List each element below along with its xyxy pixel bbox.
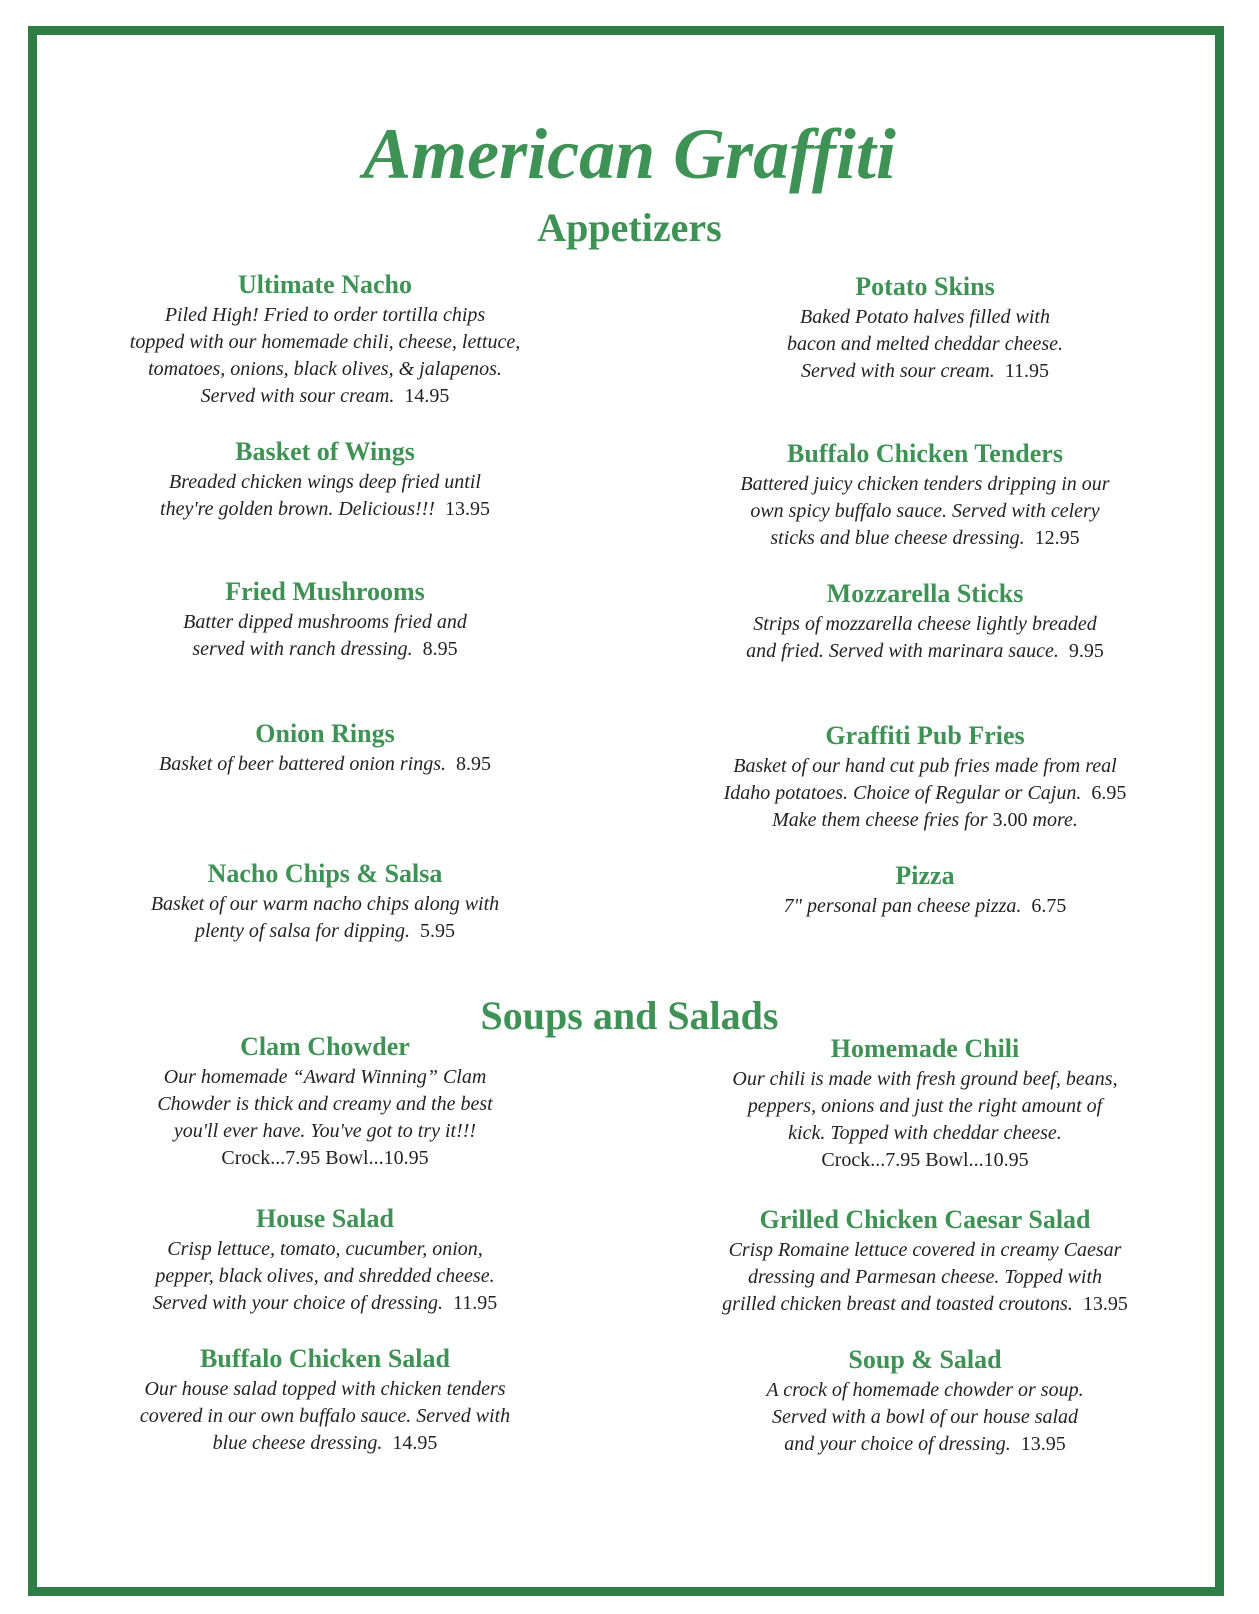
- menu-item-pizza: [690, 861, 1160, 920]
- item-description: Our homemade “Award Winning” Clam Chowder is thick and creamy and the best you'll ever have. You've got to try it!!!: [157, 1066, 493, 1142]
- item-description: Battered juicy chicken tenders dripping in our own spicy buffalo sauce. Served with celery sticks and blue cheese dressing. 12.95: [740, 473, 1110, 549]
- item-description: Basket of beer battered onion rings. 8.95: [159, 753, 491, 775]
- menu-item-nacho-chips-salsa: [95, 859, 555, 945]
- menu-item-mozzarella-sticks: [690, 579, 1160, 665]
- item-description: A crock of homemade chowder or soup. Served with a bowl of our house salad and your choice of dressing. 13.95: [766, 1379, 1084, 1455]
- item-price: 13.95: [444, 498, 490, 520]
- item-description: Baked Potato halves filled with bacon and melted cheddar cheese. Served with sour cream. 11.95: [786, 306, 1063, 382]
- menu-item-basket-of-wings: [95, 437, 555, 523]
- item-description: Basket of our warm nacho chips along with plenty of salsa for dipping. 5.95: [150, 893, 500, 942]
- item-price: 13.95: [1020, 1433, 1066, 1455]
- menu-item-ultimate-nacho: [95, 270, 555, 410]
- menu-item-graffiti-pub-fries: [690, 721, 1160, 834]
- soups-salads-heading: Soups and Salads: [480, 993, 779, 1038]
- item-description: 7" personal pan cheese pizza. 6.75: [783, 895, 1067, 917]
- menu-item-clam-chowder: [95, 1032, 555, 1172]
- item-description: Breaded chicken wings deep fried until they're golden brown. Delicious!!! 13.95: [160, 471, 490, 520]
- menu-item-grilled-chicken-caesar-salad: [690, 1205, 1160, 1318]
- menu-item-buffalo-chicken-salad: [95, 1344, 555, 1457]
- menu-item-buffalo-chicken-tenders: [690, 439, 1160, 552]
- item-description: Strips of mozzarella cheese lightly breaded and fried. Served with marinara sauce. 9.95: [746, 613, 1104, 662]
- item-prices: Crock...7.95 Bowl...10.95: [821, 1149, 1029, 1171]
- item-description: Our house salad topped with chicken tenders covered in our own buffalo sauce. Served with blue cheese dressing. 14.95: [139, 1378, 511, 1454]
- item-prices: Crock...7.95 Bowl...10.95: [221, 1147, 429, 1169]
- restaurant-title: American Graffiti: [363, 114, 896, 194]
- item-name: Clam Chowder: [240, 1032, 410, 1061]
- menu-item-house-salad: [95, 1204, 555, 1317]
- item-price: 11.95: [1004, 360, 1049, 382]
- item-name: Soup & Salad: [848, 1345, 1002, 1374]
- item-description: Crisp lettuce, tomato, cucumber, onion, pepper, black olives, and shredded cheese. Served with your choice of dressing. 11.95: [152, 1238, 498, 1314]
- item-price: 8.95: [422, 638, 458, 660]
- item-name: Basket of Wings: [235, 437, 415, 466]
- item-price: 14.95: [404, 385, 450, 407]
- menu-item-fried-mushrooms: [95, 577, 555, 663]
- item-name: Pizza: [895, 861, 955, 890]
- item-name: Graffiti Pub Fries: [825, 721, 1025, 750]
- menu-item-potato-skins: [690, 272, 1160, 385]
- item-price: 5.95: [420, 920, 455, 942]
- item-price: 11.95: [453, 1292, 498, 1314]
- item-description: Crisp Romaine lettuce covered in creamy Caesar dressing and Parmesan cheese. Topped with grilled chicken breast and toasted croutons. 13.95: [722, 1239, 1128, 1315]
- item-note: Make them cheese fries for 3.00 more.: [772, 809, 1078, 831]
- item-name: Mozzarella Sticks: [826, 579, 1024, 608]
- item-description: Batter dipped mushrooms fried and served with ranch dressing. 8.95: [183, 611, 467, 660]
- menu-item-homemade-chili: [690, 1034, 1160, 1174]
- item-name: Fried Mushrooms: [225, 577, 425, 606]
- item-description: Piled High! Fried to order tortilla chips topped with our homemade chili, cheese, lettuce, tomatoes, onions, black olives, & jalapenos. Served with sour cream. 14.95: [129, 304, 521, 407]
- item-price: 6.95: [1091, 782, 1127, 804]
- item-description: Our chili is made with fresh ground beef, beans, peppers, onions and just the right amount of kick. Topped with cheddar cheese.: [732, 1068, 1118, 1144]
- item-price: 14.95: [392, 1432, 438, 1454]
- item-price: 13.95: [1082, 1293, 1128, 1315]
- item-name: Buffalo Chicken Tenders: [787, 439, 1063, 468]
- menu-item-onion-rings: [95, 719, 555, 778]
- item-name: Onion Rings: [255, 719, 395, 748]
- item-price: 12.95: [1034, 527, 1080, 549]
- item-name: Potato Skins: [855, 272, 995, 301]
- appetizers-heading: Appetizers: [537, 205, 722, 250]
- item-name: Grilled Chicken Caesar Salad: [759, 1205, 1091, 1234]
- item-name: House Salad: [256, 1204, 394, 1233]
- item-price: 9.95: [1068, 640, 1104, 662]
- item-price: 6.75: [1031, 895, 1067, 917]
- menu-item-soup-and-salad: [690, 1345, 1160, 1458]
- item-name: Homemade Chili: [830, 1034, 1020, 1063]
- item-name: Ultimate Nacho: [237, 270, 412, 299]
- item-price: 8.95: [456, 753, 491, 775]
- item-name: Buffalo Chicken Salad: [200, 1344, 450, 1373]
- item-name: Nacho Chips & Salsa: [207, 859, 443, 888]
- item-description: Basket of our hand cut pub fries made from real Idaho potatoes. Choice of Regular or Cajun. 6.95: [723, 755, 1127, 804]
